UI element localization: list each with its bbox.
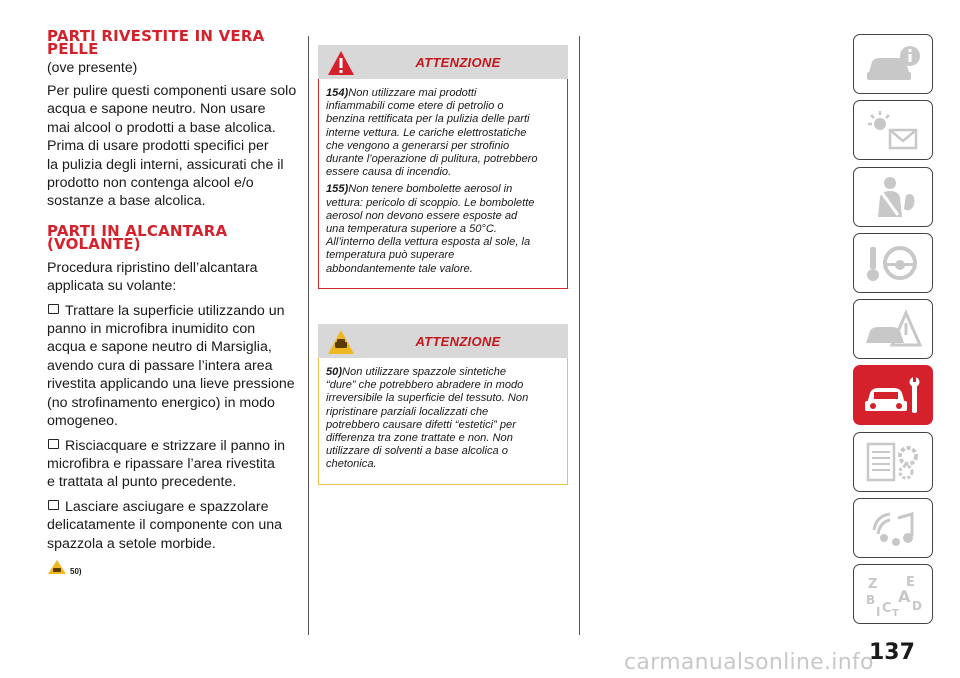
- tab-car-wrench[interactable]: [853, 365, 933, 425]
- left-column: [47, 27, 299, 576]
- warning-item-154: 154)Non utilizzare mai prodotti infiammabili come etere di petrolio o benzina rettificata per la pulizia delle parti interne vettura. Le cariche elettrostatiche che vengono a generarsi per strofinio durante l’operazione di pulitura, potrebbero essere causa di incendio.: [326, 87, 538, 179]
- tab-car-info[interactable]: [853, 34, 933, 94]
- tab-accident-warning[interactable]: [853, 299, 933, 359]
- svg-text:B: B: [866, 593, 876, 608]
- column-divider-left: [308, 36, 309, 635]
- warning-box: [318, 45, 568, 289]
- tab-key-steering[interactable]: [853, 233, 933, 293]
- bullet-square-icon: [48, 500, 59, 510]
- watermark: carmanualsonline.info: [624, 650, 874, 675]
- tab-music-phone[interactable]: [853, 498, 933, 558]
- warning-header: ATTENZIONE: [318, 45, 568, 79]
- car-info-icon: [862, 42, 924, 86]
- caution-triangle-icon: [327, 329, 355, 355]
- svg-text:Z: Z: [868, 577, 878, 593]
- section-heading-leather: PARTI RIVESTITE IN VERA PELLE: [47, 27, 265, 58]
- accident-warning-icon: [862, 307, 924, 351]
- bullet-square-icon: [48, 439, 59, 449]
- svg-text:E: E: [906, 575, 915, 591]
- music-phone-icon: [862, 506, 924, 550]
- section-heading-alcantara: PARTI IN ALCANTARA (VOLANTE): [47, 221, 228, 253]
- leather-paragraph: Per pulire questi componenti usare solo acqua e sapone neutro. Non usare mai alcool o prodotti a base alcolica. Prima di usare prodotti specifici per la pulizia degli interni, assicurati che il prodotto non contenga alcool e/o sostanze a base alcolica.: [47, 83, 297, 210]
- alphabet-index-icon: [862, 572, 924, 616]
- availability-note: (ove presente): [47, 59, 138, 75]
- svg-text:I: I: [876, 605, 881, 617]
- bullet-item-2: Risciacquare e strizzare il panno in microfibra e ripassare l’area rivestita e trattata al punto precedente.: [47, 437, 286, 491]
- bullet-item-3: Lasciare asciugare e spazzolare delicatamente il componente con una spazzola a setole morbide.: [47, 498, 283, 552]
- column-divider-right: [579, 36, 580, 635]
- seatbelt-airbag-icon: [862, 175, 924, 219]
- warning-body: [318, 79, 568, 289]
- svg-text:D: D: [912, 599, 922, 614]
- car-wrench-icon: [862, 373, 924, 417]
- specs-gear-icon: [862, 440, 924, 484]
- caution-reference[interactable]: 50): [47, 559, 299, 576]
- caution-header: ATTENZIONE: [318, 324, 568, 358]
- tab-alphabet-index[interactable]: [853, 564, 933, 624]
- warning-item-155: 155)Non tenere bombolette aerosol in vettura: pericolo di scoppio. Le bombolette aerosol non devono essere esposte ad una temperatura superiore a 50°C. All’interno della vettura esposta al sole, la temperatura può superare abbondantemente tale valore.: [326, 183, 535, 275]
- danger-warning-icon: [327, 50, 355, 76]
- svg-text:A: A: [898, 587, 911, 607]
- lights-mail-icon: [862, 108, 924, 152]
- caution-item-50: 50)Non utilizzare spazzole sintetiche “dure” che potrebbero abradere in modo irreversibile la superficie del tessuto. Non ripristinare parziali localizzati che potrebbero causare difetti “estetici” per differenza tra zone trattate e non. Non utilizzare di solventi a base alcolica o chetonica.: [326, 366, 529, 471]
- caution-triangle-icon: [47, 559, 67, 575]
- alcantara-intro: Procedura ripristino dell’alcantara applicata su volante:: [47, 259, 258, 295]
- tab-seatbelt-airbag[interactable]: [853, 167, 933, 227]
- page-number: 137: [869, 640, 915, 665]
- caution-box: [318, 324, 568, 485]
- svg-text:T: T: [892, 608, 899, 617]
- svg-text:C: C: [882, 601, 892, 617]
- chapter-tabs: [853, 34, 935, 631]
- bullet-square-icon: [48, 304, 59, 314]
- tab-specs-gear[interactable]: [853, 432, 933, 492]
- caution-body: [318, 358, 568, 485]
- tab-lights-mail[interactable]: [853, 100, 933, 160]
- bullet-item-1: Trattare la superficie utilizzando un panno in microfibra inumidito con acqua e sapone neutro di Marsiglia, avendo cura di passare l’intera area rivestita applicando una lieve pressione (no strofinamento energico) in modo omogeneo.: [47, 302, 295, 430]
- key-steering-icon: [862, 241, 924, 285]
